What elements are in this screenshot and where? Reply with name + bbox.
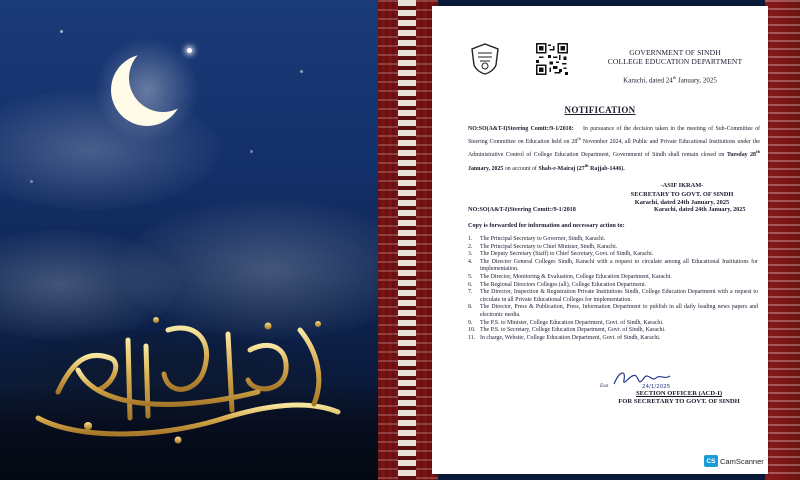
closure-date-sup: th (755, 149, 760, 155)
recipient-number: 4. (468, 258, 473, 265)
date-suffix: th (672, 75, 677, 80)
recipient-text: The Director, Inspection & Registration Private Institutions Sindh, College Education Department with a request to circulate in all Private Educational Colleges for implementation. (480, 289, 758, 303)
recipient-item (468, 335, 758, 343)
body-part-a: In pursuance of the decision taken in the meeting of Sub-Committee of Steering Committee on Education held on 28 (468, 126, 761, 146)
notification-heading: NOTIFICATION (564, 105, 636, 115)
occasion-rest: Rajjab-1446). (588, 165, 625, 172)
recipient-text: The Deputy Secretary (Staff) to Chief Secretary, Govt. of Sindh, Karachi. (480, 251, 654, 258)
secretary-name: -ASIF IKRAM- (660, 182, 704, 189)
qr-code-icon (536, 43, 568, 75)
body-part-c: on account of (503, 165, 539, 172)
recipient-number: 6. (468, 281, 473, 288)
recipient-item (468, 327, 758, 335)
recipient-item (468, 304, 758, 319)
date-rest: January, 2025 (676, 76, 717, 85)
recipient-text: The P.S. to Minister, College Education Department, Govt. of Sindh, Karachi. (480, 319, 664, 326)
handwritten-signature (612, 368, 672, 390)
recipient-number: 8. (468, 304, 473, 311)
recipient-item (468, 259, 758, 274)
camscanner-label: CamScanner (720, 456, 764, 466)
date-prefix: Karachi, dated 24 (623, 76, 673, 85)
gov-title-line1: GOVERNMENT OF SINDH (629, 48, 721, 57)
recipient-number: 5. (468, 273, 473, 280)
border-band (398, 0, 416, 480)
camscanner-icon: CS (704, 455, 718, 467)
recipient-item (468, 282, 758, 290)
officer-title: SECTION OFFICER (ACD-I) (635, 390, 723, 397)
signature-date: 24/1/2025 (642, 384, 671, 390)
recipient-text: The Regional Directors Colleges (all), College Education Department. (480, 281, 647, 288)
recipient-item (468, 236, 758, 244)
shab-e-miraj-calligraphy (18, 300, 358, 450)
copy-forward-line: Copy is forwarded for information and necessary action to: (468, 222, 625, 229)
gov-title-line2: COLLEGE EDUCATION DEPARTMENT (607, 57, 743, 66)
copy-date: Karachi, dated 24th January, 2025 (654, 206, 746, 213)
star (250, 150, 253, 153)
section-officer-block (604, 390, 754, 407)
calligraphy-text: شبِ معراج النبی مبارک (18, 300, 28, 301)
crescent-moon-icon (95, 38, 205, 148)
stamp-label: Esst (600, 384, 609, 389)
recipient-text: The Principal Secretary to Chief Minister, Sindh, Karachi. (480, 243, 618, 250)
occasion-sup: th (584, 162, 589, 168)
recipient-number: 1. (468, 236, 473, 242)
recipient-item (468, 251, 758, 259)
recipient-text: The Director, Press & Publication, Press, Information Department to publish in all daily leading news papers and electronic media. (480, 304, 758, 318)
camscanner-watermark (704, 455, 764, 467)
secretary-signature-block (602, 182, 762, 208)
recipient-number: 11. (468, 334, 476, 341)
recipient-number: 3. (468, 251, 473, 258)
recipient-text: The Director General Colleges Sindh, Karachi with a request to circulate among all Educational Institutions for implementation. (480, 258, 758, 273)
recipient-number: 10. (468, 327, 476, 334)
recipient-item (468, 274, 758, 282)
issue-date (572, 75, 768, 84)
secretary-title: SECRETARY TO GOVT. OF SINDH (630, 190, 734, 198)
body-sup: th (577, 136, 581, 142)
department-title (582, 48, 768, 66)
recipient-text: The Director, Monitoring & Evaluation, College Education Department, Karachi. (480, 273, 672, 280)
star (30, 180, 33, 183)
border-pattern (765, 0, 800, 480)
recipient-item (468, 289, 758, 304)
officer-for: FOR SECRETARY TO GOVT. OF SINDH (618, 398, 740, 406)
copy-reference-number: NO:SO(A&T-I)Steering Comtt:/9-1/2018 (468, 206, 576, 213)
sindh-government-emblem-icon (470, 43, 500, 75)
star (60, 30, 63, 33)
notification-body (468, 124, 760, 174)
occasion: Shab-e-Mairaj (27 (538, 165, 585, 172)
recipient-item (468, 320, 758, 328)
secretary-date: Karachi, dated 24th January, 2025 (634, 199, 730, 206)
recipient-number: 2. (468, 243, 473, 250)
recipient-number: 7. (468, 289, 473, 296)
recipient-list (468, 236, 758, 342)
recipient-number: 9. (468, 319, 473, 326)
recipient-text: The P.S. to Secretary, College Education Department, Govt. of Sindh, Karachi. (480, 327, 666, 334)
star (300, 70, 303, 73)
body-part-b: November 2024, all Public and Private Educational Institutions under the Administrative Control of College Education Department, Government of Sindh shall remain closed on (468, 139, 760, 159)
recipient-text: The Principal Secretary to Governor, Sindh, Karachi. (480, 236, 606, 242)
ornamental-border-left (378, 0, 438, 480)
reference-number: NO:SO(A&T-I)Steering Comtt:/9-1/2018: (468, 126, 574, 132)
ornamental-border-right (765, 0, 800, 480)
closure-date: Tuesday 28 (726, 152, 756, 159)
notification-document (432, 6, 768, 474)
closure-date-rest: January, 2025 (468, 165, 504, 172)
recipient-text: In charge, Website, College Education Department, Govt. of Sindh, Karachi. (480, 334, 661, 341)
